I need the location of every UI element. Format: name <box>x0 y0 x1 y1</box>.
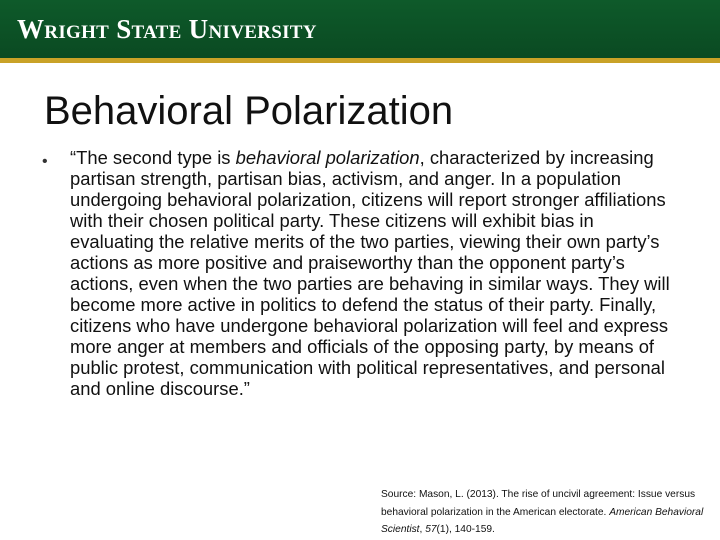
quote-open-text: “The second type is <box>70 147 236 168</box>
bullet-marker: • <box>42 153 48 170</box>
slide-title: Behavioral Polarization <box>44 89 454 133</box>
header-gold-stripe <box>0 58 720 63</box>
quote-paragraph <box>70 147 680 399</box>
quote-emphasis-text: behavioral polarization <box>235 147 420 168</box>
source-citation <box>381 486 716 539</box>
university-logo: Wright State University <box>17 14 317 44</box>
citation-volume: 57 <box>425 524 437 535</box>
citation-prefix: Source: Mason, L. (2013). The rise of uncivil agreement: Issue versus behavioral polarization in the American electorate. <box>381 489 696 518</box>
quote-rest-text: , characterized by increasing partisan strength, partisan bias, activism, and anger. In a population undergoing behavioral polarization, citizens will report stronger affiliations with their chosen political party. These citizens will exhibit bias in evaluating the relative merits of the two parties, viewing their own party’s actions as more positive and praiseworthy than the opponent party’s actions, even when the two parties are behaving in similar ways. They will become more active in politics to defend the status of their party. Finally, citizens who have undergone behavioral polarization will feel and express more anger at members and officials of the opposing party, by means of public protest, communication with political representatives, and personal and online discourse.” <box>70 147 670 399</box>
citation-journal: American Behavioral Scientist <box>381 506 704 535</box>
citation-separator: , <box>419 524 426 535</box>
university-header-bar <box>0 0 720 58</box>
citation-issue-pages: (1), 140-159. <box>436 524 495 535</box>
